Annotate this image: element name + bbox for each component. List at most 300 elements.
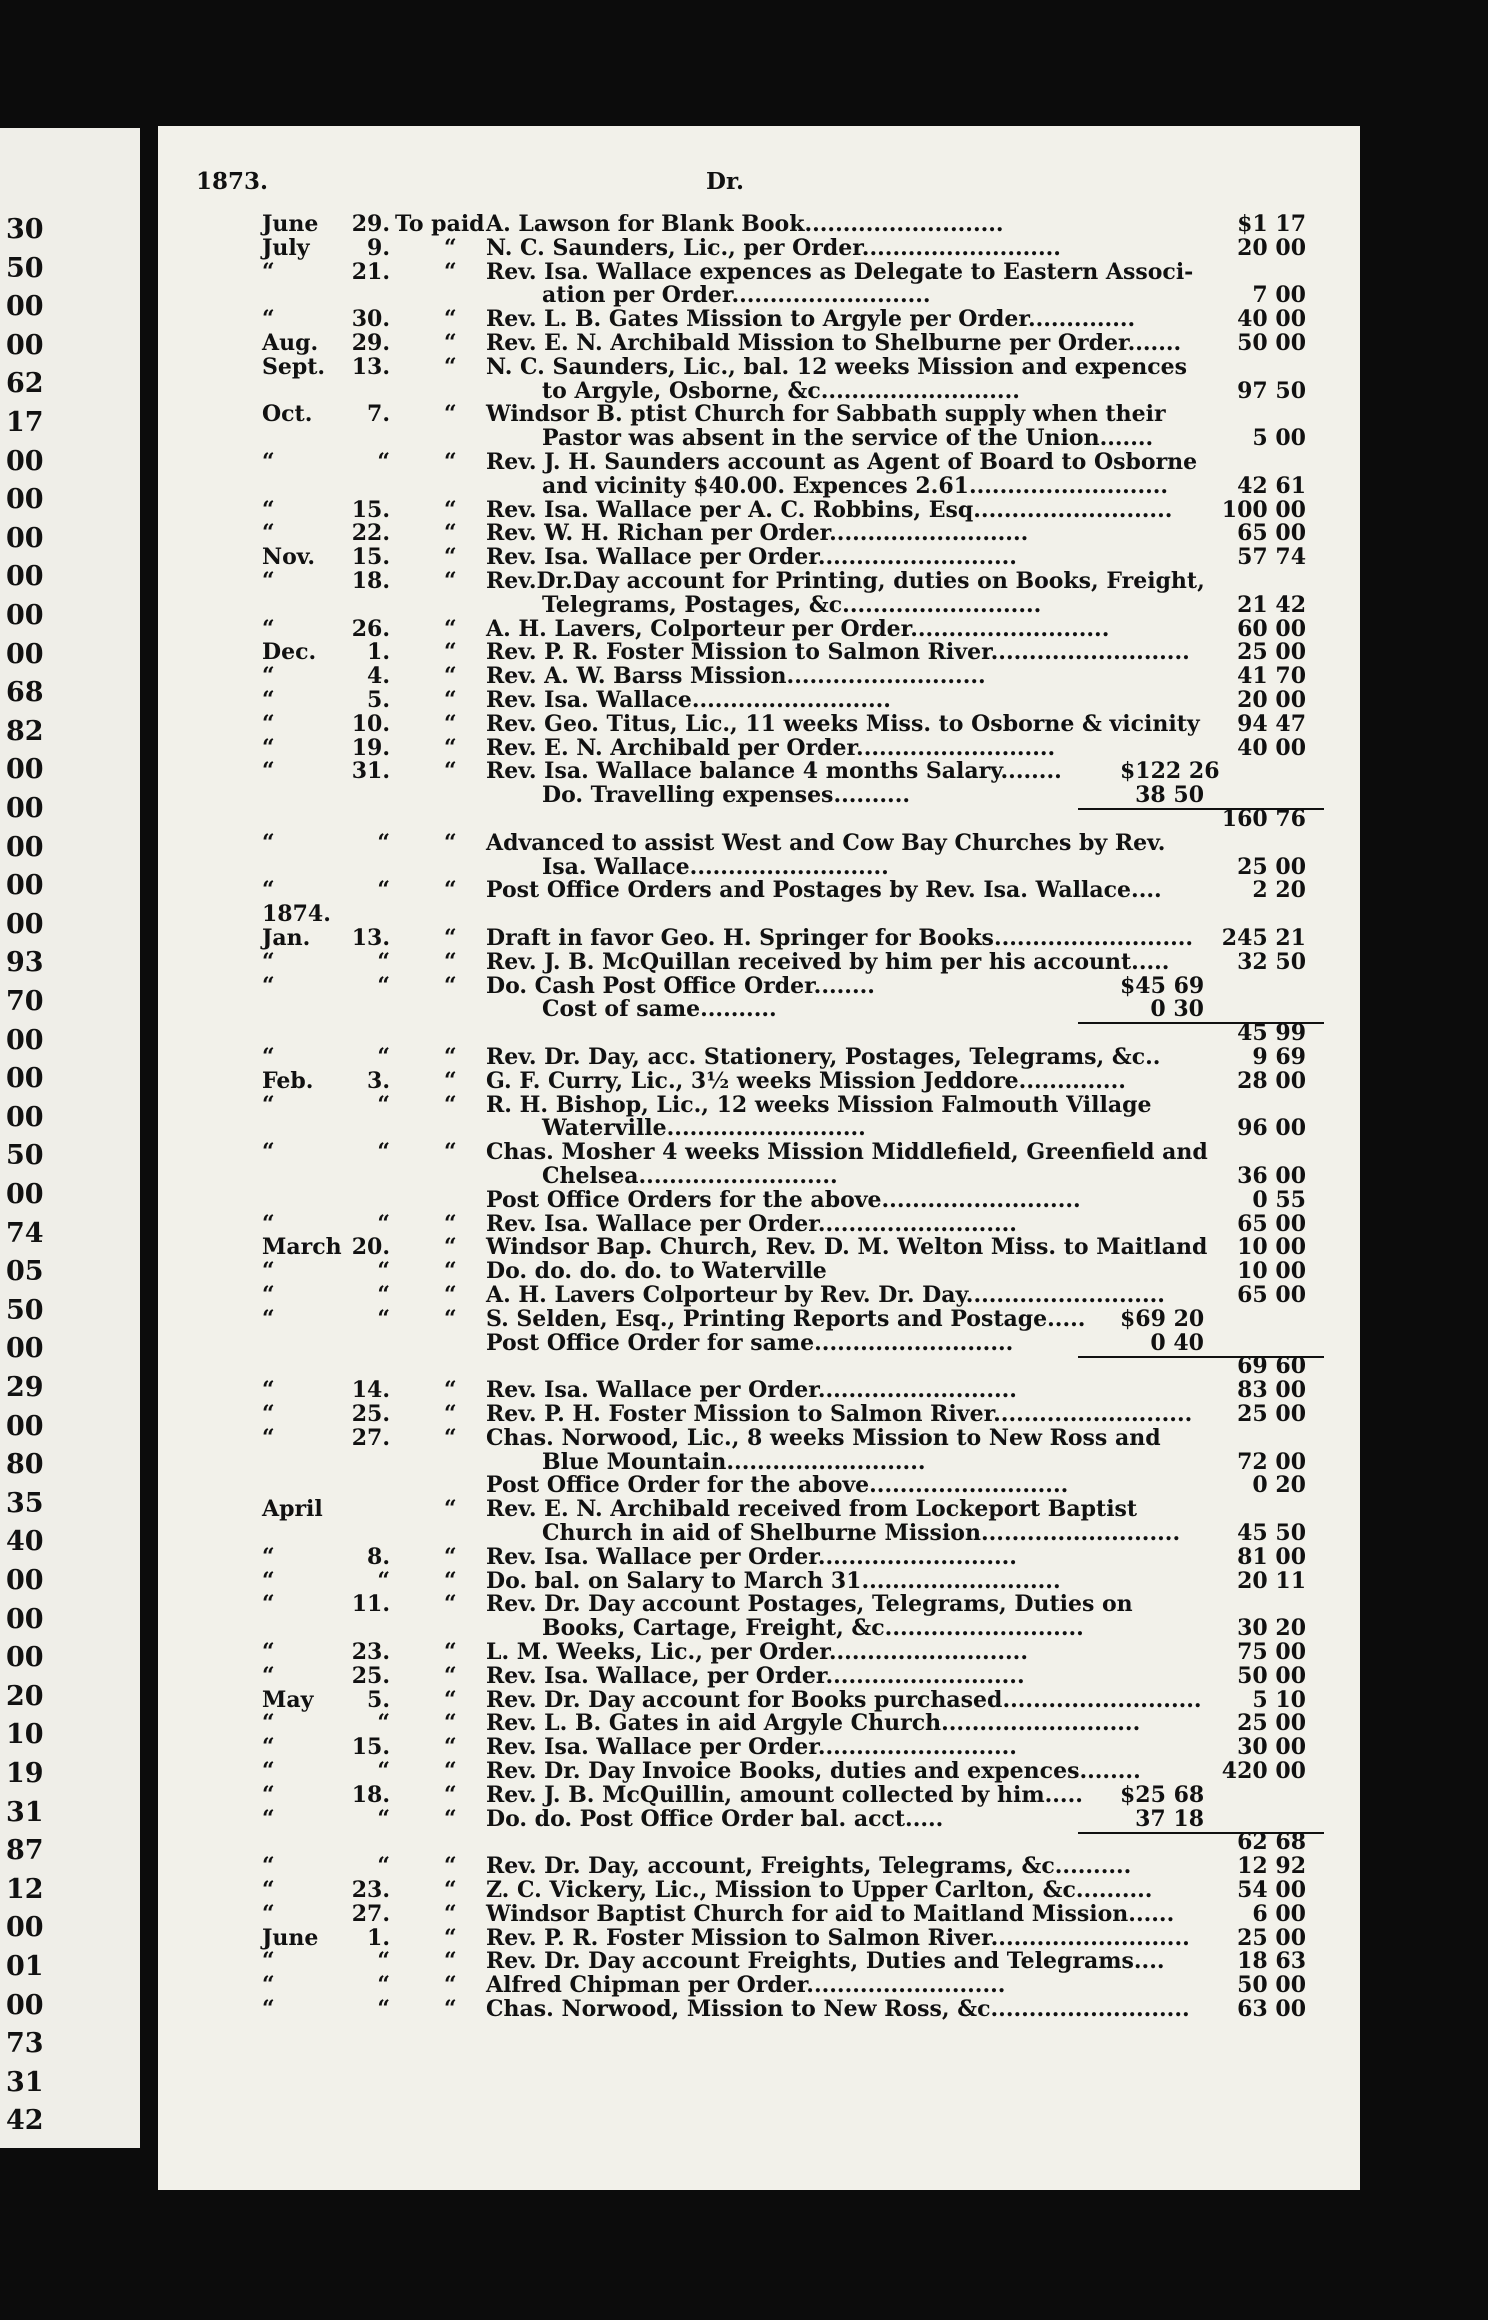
entry-day: 9.	[367, 234, 390, 261]
entry-prefix: To paid	[395, 211, 485, 237]
ledger-row	[158, 212, 1360, 236]
entry-month: “	[262, 687, 275, 713]
ditto-mark: “	[444, 1781, 457, 1808]
entry-amount: 20 00	[1237, 234, 1306, 261]
ledger-row	[158, 1354, 1360, 1378]
ledger-row	[158, 1640, 1360, 1664]
entry-day: 31.	[351, 758, 390, 785]
ledger-row	[158, 521, 1360, 545]
ledger-row	[158, 1378, 1360, 1402]
entry-amount: 7 00	[1252, 282, 1306, 309]
entry-description: L. M. Weeks, Lic., per Order..........................	[486, 1639, 1028, 1665]
ditto-mark: “	[444, 1996, 457, 2022]
entry-month: “	[262, 1377, 275, 1404]
margin-amount: 29	[6, 1372, 44, 1403]
entry-description: Rev. Isa. Wallace balance 4 months Salary........	[486, 758, 1062, 785]
ledger-row	[158, 1854, 1360, 1878]
entry-month: “	[262, 306, 275, 333]
ditto-mark: “	[444, 1734, 457, 1761]
ledger-row	[158, 355, 1360, 379]
entry-description: Pastor was absent in the service of the Union.......	[542, 425, 1154, 452]
entry-description: Rev. Dr. Day account for Books purchased..........................	[486, 1686, 1202, 1713]
entry-day: “	[377, 1210, 390, 1237]
entry-amount: 160 76	[1221, 806, 1306, 832]
ledger-row	[158, 712, 1360, 736]
entry-description: Draft in favor Geo. H. Springer for Books..........................	[486, 925, 1194, 951]
entry-day: 14.	[351, 1377, 390, 1404]
entry-description: Rev. P. H. Foster Mission to Salmon River..........................	[486, 1401, 1193, 1427]
ditto-mark: “	[444, 1877, 457, 1903]
entry-amount: 2 20	[1252, 877, 1306, 904]
ditto-mark: “	[444, 1401, 457, 1427]
entry-month: “	[262, 1877, 275, 1903]
margin-amount: 80	[6, 1449, 44, 1481]
entry-day: 23.	[351, 1877, 390, 1903]
entry-amount: 57 74	[1237, 544, 1306, 571]
entry-month: Oct.	[262, 401, 313, 428]
entry-amount: 10 00	[1237, 1258, 1306, 1285]
entry-day: 29.	[351, 330, 390, 356]
ledger-row	[158, 1259, 1360, 1283]
entry-day: 19.	[351, 734, 390, 761]
ditto-mark: “	[444, 234, 457, 261]
ledger-row	[158, 1902, 1360, 1926]
entry-description: Alfred Chipman per Order..........................	[486, 1972, 1006, 1999]
entry-description: Rev. J. B. McQuillan received by him per his account.....	[486, 948, 1170, 975]
ditto-mark: “	[444, 568, 457, 594]
margin-amount: 19	[6, 1758, 44, 1789]
entry-description: Do. Cash Post Office Order........	[486, 972, 875, 999]
ledger-row	[158, 1045, 1360, 1069]
entry-description: A. H. Lavers Colporteur by Rev. Dr. Day..........................	[486, 1282, 1165, 1308]
entry-month: “	[262, 972, 275, 999]
entry-description: Isa. Wallace..........................	[542, 853, 889, 880]
entry-subtotal: $69 20	[1120, 1305, 1205, 1332]
entry-description: Rev. Isa. Wallace per A. C. Robbins, Esq..........................	[486, 496, 1173, 523]
margin-amount: 12	[6, 1873, 44, 1905]
entry-description: Do. Travelling expenses..........	[542, 782, 911, 809]
margin-amount: 82	[6, 715, 44, 747]
ditto-mark: “	[444, 449, 457, 475]
entry-day: 26.	[351, 615, 390, 642]
ledger-row	[158, 1569, 1360, 1593]
entry-day: “	[377, 1091, 390, 1118]
ledger-row	[158, 1949, 1360, 1973]
ditto-mark: “	[444, 1377, 457, 1404]
ledger-row	[158, 426, 1360, 450]
entry-day: “	[377, 1258, 390, 1285]
entry-description: Rev. P. R. Foster Mission to Salmon River..........................	[486, 639, 1190, 666]
entry-month: “	[262, 1305, 275, 1332]
entry-description: Post Office Orders and Postages by Rev. Isa. Wallace....	[486, 877, 1162, 904]
ditto-mark: “	[444, 1924, 457, 1951]
ledger-row	[158, 1140, 1360, 1164]
ledger-row	[158, 902, 1360, 926]
entry-description: Rev. J. H. Saunders account as Agent of Board to Osborne	[486, 449, 1198, 475]
entry-day: 15.	[351, 1734, 390, 1761]
entry-description: Rev. Isa. Wallace per Order..........................	[486, 1734, 1017, 1761]
entry-month: Jan.	[262, 925, 311, 951]
entry-amount: 5 00	[1252, 425, 1306, 452]
ditto-mark: “	[444, 1639, 457, 1665]
entry-day: 3.	[367, 1067, 390, 1094]
margin-amount: 00	[6, 1912, 44, 1944]
entry-day: 8.	[367, 1543, 390, 1570]
entry-day: 25.	[351, 1662, 390, 1689]
ditto-mark: “	[444, 1758, 457, 1784]
entry-amount: 41 70	[1237, 663, 1306, 690]
entry-month: “	[262, 1282, 275, 1308]
margin-amount: 00	[6, 291, 44, 323]
entry-description: Rev. Dr. Day account Freights, Duties and Telegrams....	[486, 1948, 1165, 1975]
margin-amount: 93	[6, 947, 44, 979]
entry-description: Rev. Isa. Wallace per Order..........................	[486, 1543, 1017, 1570]
entry-day: 5.	[367, 1686, 390, 1713]
ledger-row	[158, 1711, 1360, 1735]
entry-description: Do. bal. on Salary to March 31..........................	[486, 1567, 1061, 1594]
ditto-mark: “	[444, 1496, 457, 1523]
entry-month: “	[262, 758, 275, 785]
ditto-mark: “	[444, 1972, 457, 1999]
entry-description: Rev. E. N. Archibald Mission to Shelburne per Order.......	[486, 330, 1182, 356]
ditto-mark: “	[444, 1044, 457, 1070]
ditto-mark: “	[444, 1543, 457, 1570]
margin-amount: 74	[6, 1217, 44, 1249]
entry-description: Telegrams, Postages, &c..........................	[542, 591, 1042, 618]
entry-subtotal: $45 69	[1120, 972, 1205, 999]
entry-month: July	[262, 234, 310, 261]
entry-description: Rev. E. N. Archibald per Order..........................	[486, 734, 1056, 761]
entry-month: 1874.	[262, 901, 331, 928]
entry-day: 13.	[351, 353, 390, 380]
entry-description: N. C. Saunders, Lic., bal. 12 weeks Mission and expences	[486, 353, 1188, 380]
ditto-mark: “	[444, 639, 457, 666]
ditto-mark: “	[444, 972, 457, 999]
margin-amount: 73	[6, 2028, 44, 2060]
ledger-row	[158, 402, 1360, 426]
entry-day: “	[377, 1567, 390, 1594]
entry-description: N. C. Saunders, Lic., per Order..........................	[486, 234, 1061, 261]
ledger-row	[158, 926, 1360, 950]
ledger-row	[158, 1830, 1360, 1854]
entry-month: “	[262, 1948, 275, 1975]
entry-description: Windsor Baptist Church for aid to Maitland Mission......	[486, 1900, 1175, 1927]
ledger-row	[158, 236, 1360, 260]
entry-month: “	[262, 496, 275, 523]
entry-day: 21.	[351, 258, 390, 285]
entry-amount: 25 00	[1237, 853, 1306, 880]
ledger-row	[158, 1521, 1360, 1545]
entry-amount: 45 99	[1237, 1020, 1306, 1047]
entry-month: “	[262, 877, 275, 904]
entry-amount: 100 00	[1221, 496, 1306, 523]
entry-description: to Argyle, Osborne, &c..........................	[542, 377, 1020, 404]
margin-amount: 42	[6, 2105, 44, 2137]
ledger-row	[158, 997, 1360, 1021]
entry-amount: 12 92	[1237, 1853, 1306, 1880]
ledger-row	[158, 1497, 1360, 1521]
entry-description: Cost of same..........	[542, 996, 777, 1023]
ledger-row	[158, 688, 1360, 712]
entry-amount: 69 60	[1237, 1353, 1306, 1380]
entry-amount: 83 00	[1237, 1377, 1306, 1404]
entry-description: Chas. Norwood, Mission to New Ross, &c..........................	[486, 1996, 1190, 2022]
entry-day: 27.	[351, 1900, 390, 1927]
ledger-row	[158, 736, 1360, 760]
ledger-row	[158, 759, 1360, 783]
entry-day: 15.	[351, 544, 390, 571]
entry-month: March	[262, 1234, 342, 1261]
ledger-row	[158, 474, 1360, 498]
entry-description: Post Office Order for same..........................	[486, 1329, 1014, 1356]
entry-description: R. H. Bishop, Lic., 12 weeks Mission Falmouth Village	[486, 1091, 1152, 1118]
ledger-row	[158, 1283, 1360, 1307]
entry-amount: 28 00	[1237, 1067, 1306, 1094]
ditto-mark: “	[444, 1805, 457, 1832]
entry-month: “	[262, 1900, 275, 1927]
entry-day: “	[377, 1996, 390, 2022]
margin-amount: 00	[6, 561, 44, 593]
entry-month: “	[262, 663, 275, 690]
entry-description: Blue Mountain..........................	[542, 1448, 926, 1475]
entry-description: G. F. Curry, Lic., 3½ weeks Mission Jeddore..............	[486, 1067, 1126, 1094]
entry-month: “	[262, 1424, 275, 1451]
entry-description: Rev. Isa. Wallace per Order..........................	[486, 1210, 1017, 1237]
entry-month: “	[262, 1591, 275, 1618]
ledger-row	[158, 664, 1360, 688]
entry-month: “	[262, 1853, 275, 1880]
entry-subtotal: 0 30	[1150, 996, 1204, 1023]
margin-amount: 00	[6, 1565, 44, 1596]
margin-amount: 31	[6, 2066, 44, 2098]
entry-description: Chas. Mosher 4 weeks Mission Middlefield, Greenfield and	[486, 1139, 1208, 1166]
entry-amount: $1 17	[1237, 211, 1306, 237]
margin-amount: 00	[6, 1989, 44, 2021]
entry-amount: 81 00	[1237, 1543, 1306, 1570]
ditto-mark: “	[444, 1948, 457, 1975]
entry-amount: 20 00	[1237, 687, 1306, 713]
entry-amount: 25 00	[1237, 1401, 1306, 1427]
entry-month: Feb.	[262, 1067, 314, 1094]
ledger-row	[158, 1021, 1360, 1045]
entry-description: Windsor Bap. Church, Rev. D. M. Welton Miss. to Maitland	[486, 1234, 1208, 1261]
entry-description: Waterville..........................	[542, 1115, 866, 1142]
entry-month: May	[262, 1686, 314, 1713]
ledger-row	[158, 640, 1360, 664]
entry-month: “	[262, 1091, 275, 1118]
entry-day: “	[377, 1139, 390, 1166]
entry-amount: 32 50	[1237, 948, 1306, 975]
entry-amount: 45 50	[1237, 1520, 1306, 1546]
margin-amount: 62	[6, 368, 44, 400]
ledger-row	[158, 1188, 1360, 1212]
ledger-row	[158, 331, 1360, 355]
debit-heading: Dr.	[706, 168, 744, 195]
entry-description: Rev.Dr.Day account for Printing, duties on Books, Freight,	[486, 568, 1205, 594]
entry-month: “	[262, 1996, 275, 2022]
ditto-mark: “	[444, 1282, 457, 1308]
margin-amount: 50	[6, 252, 44, 284]
entry-day: 25.	[351, 1401, 390, 1427]
entry-day: 1.	[367, 1924, 390, 1951]
margin-amount: 31	[6, 1796, 44, 1828]
ledger-row	[158, 1164, 1360, 1188]
entry-amount: 5 10	[1252, 1686, 1306, 1713]
ditto-mark: “	[444, 829, 457, 856]
entry-description: Post Office Order for the above..........................	[486, 1472, 1069, 1499]
entry-day: 18.	[351, 568, 390, 594]
entry-description: Rev. J. B. McQuillin, amount collected by him.....	[486, 1781, 1083, 1808]
margin-amount: 70	[6, 986, 44, 1017]
ditto-mark: “	[444, 1258, 457, 1285]
entry-amount: 50 00	[1237, 1662, 1306, 1689]
ledger-row	[158, 545, 1360, 569]
ledger-row	[158, 1402, 1360, 1426]
entry-subtotal: $25 68	[1120, 1781, 1205, 1808]
entry-amount: 9 69	[1252, 1044, 1306, 1070]
entry-amount: 65 00	[1237, 1210, 1306, 1237]
entry-description: A. Lawson for Blank Book..........................	[486, 211, 1004, 237]
ledger-row	[158, 498, 1360, 522]
ledger-row	[158, 569, 1360, 593]
ledger-row	[158, 1235, 1360, 1259]
ditto-mark: “	[444, 1091, 457, 1118]
entry-description: Windsor B. ptist Church for Sabbath supply when their	[486, 401, 1166, 428]
margin-amount: 00	[6, 1024, 44, 1056]
entry-amount: 30 00	[1237, 1734, 1306, 1761]
margin-amount: 00	[6, 600, 44, 631]
ledger-row	[158, 807, 1360, 831]
entry-description: A. H. Lavers, Colporteur per Order..........................	[486, 615, 1110, 642]
entry-day: “	[377, 1948, 390, 1975]
ledger-row	[158, 878, 1360, 902]
ditto-mark: “	[444, 306, 457, 333]
ledger-row	[158, 283, 1360, 307]
entry-month: June	[262, 1924, 319, 1951]
ditto-mark: “	[444, 663, 457, 690]
entry-description: Rev. Dr. Day, account, Freights, Telegrams, &c..........	[486, 1853, 1132, 1880]
entry-month: “	[262, 1710, 275, 1737]
entry-amount: 245 21	[1221, 925, 1306, 951]
entry-month: “	[262, 829, 275, 856]
entry-month: April	[262, 1496, 323, 1523]
entry-description: S. Selden, Esq., Printing Reports and Postage.....	[486, 1305, 1086, 1332]
ditto-mark: “	[444, 615, 457, 642]
entry-month: “	[262, 520, 275, 547]
margin-amount: 01	[6, 1951, 44, 1982]
entry-description: Books, Cartage, Freight, &c..........................	[542, 1615, 1084, 1642]
entry-description: Rev. L. B. Gates in aid Argyle Church..........................	[486, 1710, 1141, 1737]
ditto-mark: “	[444, 401, 457, 428]
ledger-row	[158, 1450, 1360, 1474]
ledger-row	[158, 1616, 1360, 1640]
entry-day: “	[377, 1972, 390, 1999]
entry-amount: 65 00	[1237, 520, 1306, 547]
entry-month: “	[262, 1567, 275, 1594]
ledger-row	[158, 831, 1360, 855]
ditto-mark: “	[444, 1210, 457, 1237]
entry-day: “	[377, 877, 390, 904]
entry-description: Rev. L. B. Gates Mission to Argyle per Order..............	[486, 306, 1136, 333]
entry-amount: 40 00	[1237, 734, 1306, 761]
entry-amount: 94 47	[1237, 710, 1306, 737]
entry-amount: 50 00	[1237, 1972, 1306, 1999]
ledger-row	[158, 1997, 1360, 2021]
entry-month: “	[262, 1734, 275, 1761]
margin-amount: 00	[6, 793, 44, 824]
margin-amount: 35	[6, 1487, 44, 1519]
ditto-mark: “	[444, 1234, 457, 1261]
margin-amount: 00	[6, 522, 44, 554]
entry-subtotal: 38 50	[1135, 782, 1204, 809]
entry-day: 15.	[351, 496, 390, 523]
entry-month: “	[262, 1210, 275, 1237]
entry-subtotal: 0 40	[1150, 1329, 1204, 1356]
entry-day: “	[377, 1853, 390, 1880]
entry-day: “	[377, 1805, 390, 1832]
margin-amount: 00	[6, 870, 44, 902]
ledger-row	[158, 1664, 1360, 1688]
ledger-row	[158, 783, 1360, 807]
entry-month: “	[262, 710, 275, 737]
margin-amount: 00	[6, 908, 44, 940]
entry-month: “	[262, 615, 275, 642]
ledger-row	[158, 1592, 1360, 1616]
margin-amount: 50	[6, 1294, 44, 1326]
entry-amount: 40 00	[1237, 306, 1306, 333]
entry-amount: 72 00	[1237, 1448, 1306, 1475]
entry-month: “	[262, 449, 275, 475]
entry-month: Aug.	[262, 330, 319, 356]
entry-day: 27.	[351, 1424, 390, 1451]
entry-day: 4.	[367, 663, 390, 690]
margin-amount: 00	[6, 638, 44, 670]
entry-description: Rev. Dr. Day, acc. Stationery, Postages, Telegrams, &c..	[486, 1044, 1161, 1070]
margin-amount: 30	[6, 214, 44, 245]
ledger-row	[158, 1735, 1360, 1759]
entry-day: 18.	[351, 1781, 390, 1808]
ledger-row	[158, 950, 1360, 974]
previous-page-margin	[0, 128, 140, 2148]
entry-day: 30.	[351, 306, 390, 333]
entry-month: “	[262, 258, 275, 285]
entry-amount: 25 00	[1237, 1924, 1306, 1951]
entry-day: “	[377, 1758, 390, 1784]
entry-amount: 96 00	[1237, 1115, 1306, 1142]
margin-amount: 00	[6, 1603, 44, 1635]
entry-amount: 10 00	[1237, 1234, 1306, 1261]
entry-month: “	[262, 1758, 275, 1784]
entry-description: Rev. Geo. Titus, Lic., 11 weeks Miss. to Osborne & vicinity	[486, 710, 1200, 737]
entry-month: “	[262, 568, 275, 594]
ledger-row	[158, 1093, 1360, 1117]
entry-description: Church in aid of Shelburne Mission..........................	[542, 1520, 1181, 1546]
entry-amount: 42 61	[1237, 472, 1306, 499]
entry-amount: 30 20	[1237, 1615, 1306, 1642]
ledger-page	[158, 126, 1360, 2190]
entry-description: Advanced to assist West and Cow Bay Churches by Rev.	[486, 829, 1166, 856]
entry-amount: 50 00	[1237, 330, 1306, 356]
margin-amount: 05	[6, 1256, 44, 1288]
ditto-mark: “	[444, 948, 457, 975]
entry-description: Rev. Isa. Wallace..........................	[486, 687, 891, 713]
ditto-mark: “	[444, 687, 457, 713]
margin-amount: 00	[6, 1333, 44, 1365]
entry-description: Rev. E. N. Archibald received from Lockeport Baptist	[486, 1496, 1138, 1523]
margin-amount: 87	[6, 1835, 44, 1867]
ledger-row	[158, 1783, 1360, 1807]
entry-month: “	[262, 1639, 275, 1665]
